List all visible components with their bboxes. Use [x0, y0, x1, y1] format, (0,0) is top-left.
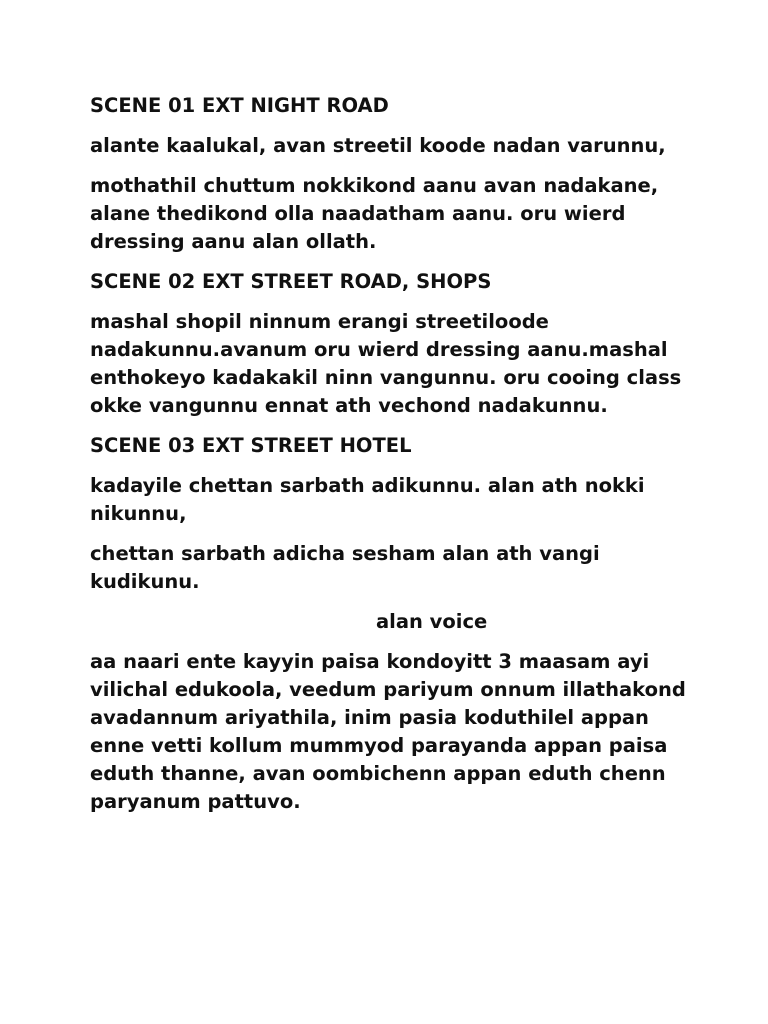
character-name: alan voice — [376, 610, 488, 633]
action-text: alante kaalukal, avan streetil koode nadan varunnu, — [90, 134, 666, 157]
action-text: mothathil chuttum nokkikond aanu avan nadakane, alane thedikond olla naadatham aanu. oru wierd dressing aanu alan ollath. — [90, 174, 659, 253]
script-page — [90, 92, 690, 828]
scene-heading: SCENE 03 EXT STREET HOTEL — [90, 434, 412, 457]
dialogue-text: aa naari ente kayyin paisa kondoyitt 3 maasam ayi vilichal edukoola, veedum pariyum onnum illathakond avadannum ariyathila, inim pasia koduthilel appan enne vetti kollum mummyod parayanda appan paisa eduth thanne, avan oombichenn appan eduth chenn paryanum pattuvo. — [90, 650, 686, 813]
action-text: mashal shopil ninnum erangi streetiloode nadakunnu.avanum oru wierd dressing aanu.mashal enthokeyo kadakakil ninn vangunnu. oru cooing class okke vangunnu ennat ath vechond nadakunnu. — [90, 310, 682, 417]
scene-heading: SCENE 02 EXT STREET ROAD, SHOPS — [90, 270, 492, 293]
scene-heading: SCENE 01 EXT NIGHT ROAD — [90, 94, 389, 117]
action-text: chettan sarbath adicha sesham alan ath vangi kudikunu. — [90, 542, 600, 593]
action-text: kadayile chettan sarbath adikunnu. alan ath nokki nikunnu, — [90, 474, 645, 525]
